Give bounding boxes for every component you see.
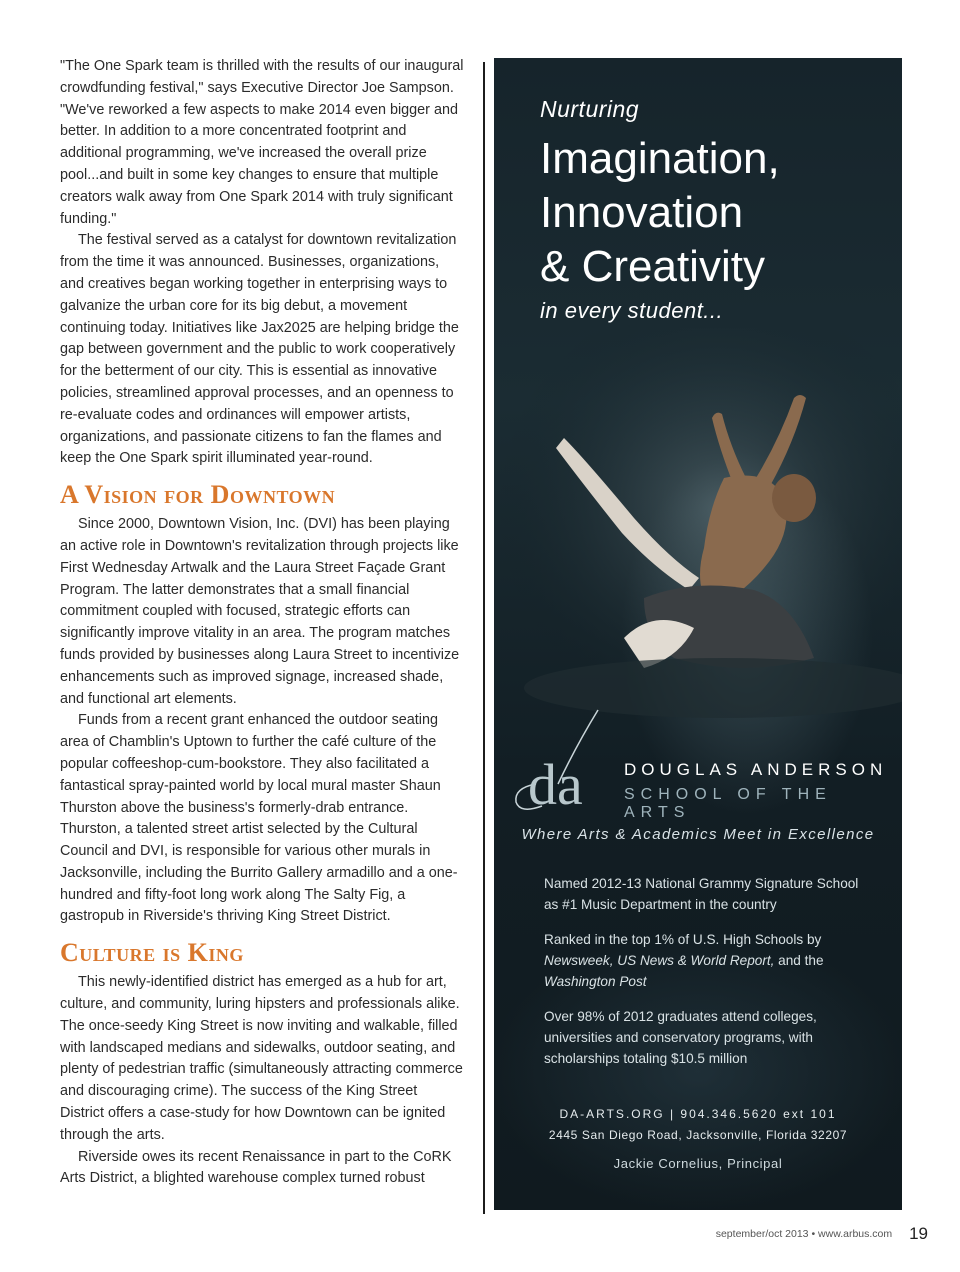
ad-kicker: Nurturing: [540, 96, 640, 122]
article-paragraph: Funds from a recent grant enhanced the outdoor seating area of Chamblin's Uptown to further the café culture of the popular coffeeshop-cum-bookstore. They also facilitated a fantastical spray-painted world by local mural master Shaun Thurston above the business's formerly-drab entrance. Thurston, a talented street artist selected by the Cultural Council and DVI, is responsible for various other murals in Jacksonville, including the Burrito Gallery armadillo and a one-hundred and fifty-foot long work along The Salty Fig, a gastropub in Riverside's thriving King Street District.: [60, 712, 458, 925]
school-subtitle: SCHOOL OF THE ARTS: [624, 786, 832, 821]
ad-headline-line: Imagination,: [540, 134, 780, 183]
section-heading-vision: A Vision for Downtown: [60, 480, 336, 510]
ad-headline-line: Innovation: [540, 188, 744, 237]
logo-letters: da: [528, 752, 583, 816]
ad-tagline: Where Arts & Academics Meet in Excellence: [521, 826, 875, 843]
article-paragraph: Since 2000, Downtown Vision, Inc. (DVI) has been playing an active role in Downtown's revitalization through projects like First Wednesday Artwalk and the Laura Street Façade Grant Program. The latter demonstrates that a small financial commitment coupled with focused, strategic efforts can significantly improve vitality in an area. The program matches funds provided by businesses along Laura Street to incentivize enhancements such as improved signage, increased shade, and functional art elements.: [60, 516, 460, 707]
ad-headline-line: & Creativity: [540, 242, 765, 291]
article-paragraph: The festival served as a catalyst for downtown revitalization from the time it was announced. Businesses, organizations, and creatives began working together in enterprising ways to galvanize the urban core for its big debut, a movement continuing today. Initiatives like Jax2025 are helping bridge the gap between government and the public to work cooperatively for the betterment of our city. This is essential as innovative policies, streamlined approval processes, and an openness to re-evaluate codes and ordinances will empower artists, organizations, and passionate citizens to fan the flames and keep the One Spark spirit illuminated year-round.: [60, 232, 459, 467]
achievement-item: [544, 929, 874, 992]
ad-subheadline: in every student...: [540, 298, 724, 323]
page-footer: [716, 1224, 928, 1244]
column-divider: [483, 62, 485, 1214]
achievement-text: and the: [774, 953, 824, 968]
school-name: DOUGLAS ANDERSON: [624, 760, 888, 779]
achievement-text: Ranked in the top 1% of U.S. High Schools by: [544, 932, 822, 947]
contact-address: 2445 San Diego Road, Jacksonville, Florida 32207: [548, 1128, 848, 1142]
achievement-item: Named 2012-13 National Grammy Signature School as #1 Music Department in the country: [544, 876, 859, 912]
article-paragraph: Riverside owes its recent Renaissance in part to the CoRK Arts District, a blighted warehouse complex turned robust: [60, 1148, 452, 1187]
section-heading-culture: Culture is King: [60, 938, 244, 968]
achievement-item: Over 98% of 2012 graduates attend colleges, universities and conservatory programs, with scholarships totaling $10.5 million: [544, 1009, 817, 1066]
school-advertisement: [494, 58, 902, 1210]
ad-contact: [494, 1104, 902, 1146]
page-number: 19: [909, 1224, 928, 1243]
dancer-photo: [494, 328, 902, 728]
article-column: [60, 56, 465, 1190]
principal-name: Jackie Cornelius, Principal: [613, 1156, 783, 1171]
ad-achievements: [544, 873, 874, 1083]
publication-name: Washington Post: [544, 974, 647, 989]
article-paragraph: This newly-identified district has emerged as a hub for art, culture, and community, luring hipsters and professionals alike. The once-seedy King Street is now inviting and walkable, filled with landscaped medians and sidewalks, outdoor seating, and plenty of pedestrian traffic (simultaneously attracting commerce and discouraging crime). The success of the King Street District offers a case-study for how Downtown can be ignited through the arts.: [60, 974, 463, 1143]
ad-headline: [540, 132, 890, 294]
issue-line: september/oct 2013 • www.arbus.com: [715, 1228, 893, 1240]
contact-web-phone: DA-ARTS.ORG | 904.346.5620 ext 101: [559, 1107, 837, 1121]
publication-name: Newsweek, US News & World Report,: [544, 953, 775, 968]
da-logo-icon: [506, 706, 616, 816]
article-paragraph: "The One Spark team is thrilled with the results of our inaugural crowdfunding festival," says Executive Director Joe Sampson. "We've reworked a few aspects to make 2014 even bigger and better. In addition to a more concentrated footprint and additional programming, we've increased the overall prize pool...and built in some key changes to ensure that multiple creators walk away from One Spark 2014 with truly significant funding.": [60, 58, 464, 227]
